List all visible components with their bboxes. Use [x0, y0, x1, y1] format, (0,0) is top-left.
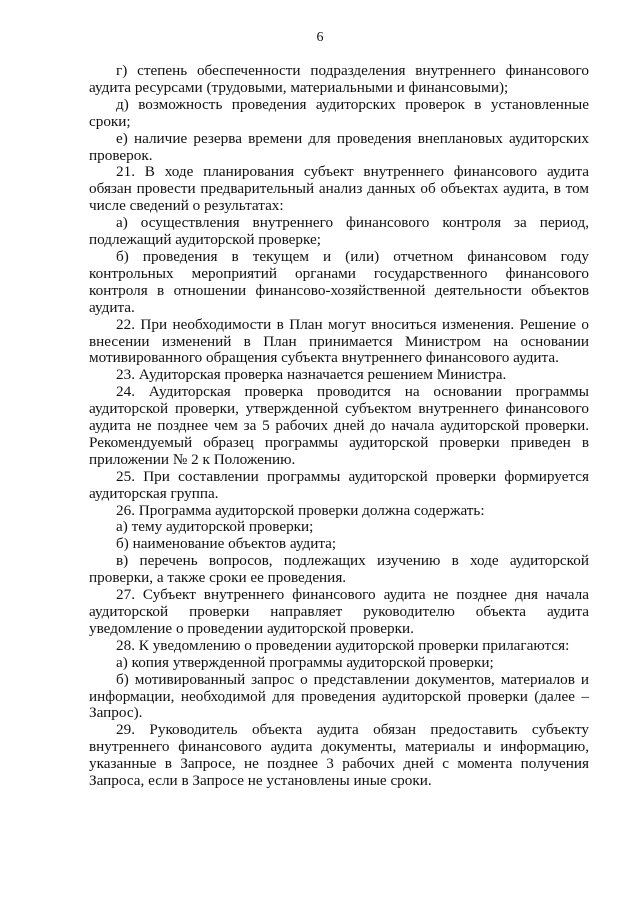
paragraph-21-a: а) осуществления внутреннего финансового контроля за период, подлежащий аудиторской проверке;	[89, 214, 589, 249]
paragraph-22: 22. При необходимости в План могут вноситься изменения. Решение о внесении изменений в План принимается Министром на основании мотивированного обращения субъекта внутреннего финансового аудита.	[89, 315, 589, 367]
paragraph-28-b: б) мотивированный запрос о представлении документов, материалов и информации, необходимой для проведения аудиторской проверки (далее – Запрос).	[89, 670, 589, 722]
paragraph-subitem-e: е) наличие резерва времени для проведения внеплановых аудиторских проверок.	[89, 129, 589, 164]
paragraph-26-b: б) наименование объектов аудита;	[116, 535, 337, 553]
paragraph-subitem-g: г) степень обеспеченности подразделения внутреннего финансового аудита ресурсами (трудовыми, материальными и финансовыми);	[89, 62, 589, 96]
paragraph-28: 28. К уведомлению о проведении аудиторской проверки прилагаются:	[116, 636, 570, 654]
document-body	[89, 63, 589, 790]
paragraph-27: 27. Субъект внутреннего финансового аудита не позднее дня начала аудиторской проверки направляет руководителю объекта аудита уведомление о проведении аудиторской проверки.	[89, 586, 589, 637]
page-number: 6	[316, 30, 324, 45]
paragraph-26-v: в) перечень вопросов, подлежащих изучению в ходе аудиторской проверки, а также сроки ее проведения.	[89, 552, 589, 587]
paragraph-21-b: б) проведения в текущем и (или) отчетном финансовом году контрольных мероприятий органами государственного финансового контроля в отношении финансово-хозяйственной деятельности объектов аудита.	[89, 247, 589, 316]
paragraph-26: 26. Программа аудиторской проверки должна содержать:	[116, 501, 485, 519]
paragraph-24: 24. Аудиторская проверка проводится на основании программы аудиторской проверки, утвержденной субъектом внутреннего финансового аудита не позднее чем за 5 рабочих дней до начала аудиторской проверки. Рекомендуемый образец программы аудиторской проверки приведен в приложении № 2 к Положению.	[89, 383, 589, 468]
paragraph-subitem-d: д) возможность проведения аудиторских проверок в установленные сроки;	[89, 95, 589, 130]
paragraph-28-a: а) копия утвержденной программы аудиторской проверки;	[116, 653, 494, 671]
paragraph-25: 25. При составлении программы аудиторской проверки формируется аудиторская группа.	[89, 467, 589, 502]
paragraph-23: 23. Аудиторская проверка назначается решением Министра.	[116, 366, 507, 384]
paragraph-21: 21. В ходе планирования субъект внутреннего финансового аудита обязан провести предварительный анализ данных об объектах аудита, в том числе сведений о результатах:	[89, 163, 589, 215]
paragraph-26-a: а) тему аудиторской проверки;	[116, 518, 314, 536]
paragraph-29: 29. Руководитель объекта аудита обязан предоставить субъекту внутреннего финансового аудита документы, материалы и информацию, указанные в Запросе, не позднее 3 рабочих дней с момента получения Запроса, если в Запросе не установлены иные сроки.	[89, 721, 589, 790]
